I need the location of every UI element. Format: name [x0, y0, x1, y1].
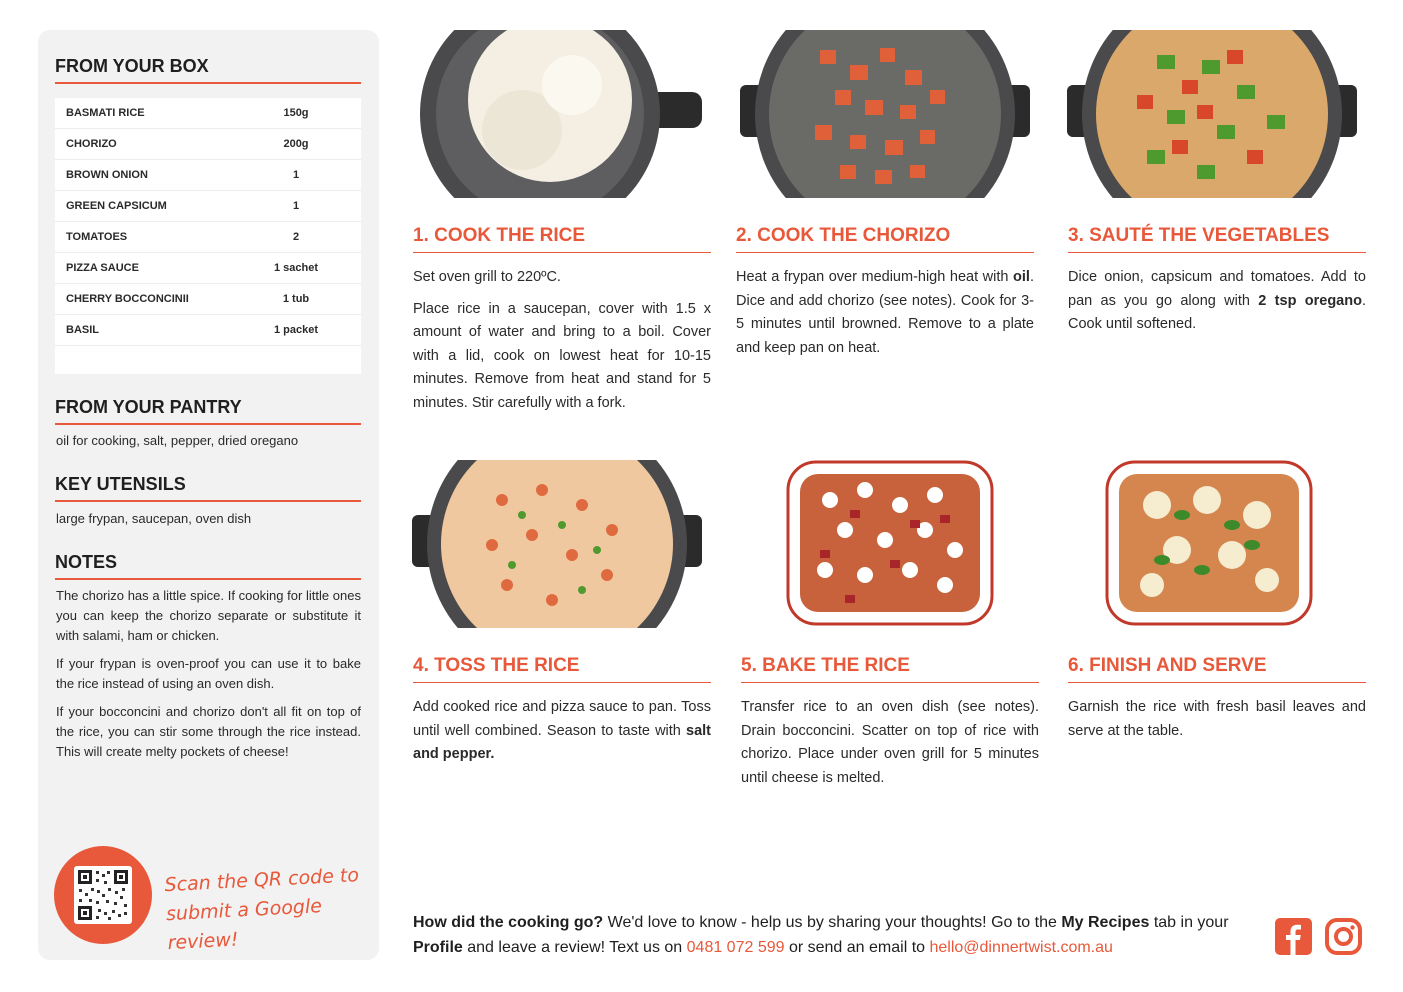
ingredient-name: BASMATI RICE	[66, 107, 145, 119]
note-item: If your frypan is oven-proof you can use it to bake the rice instead of using an oven dish.	[56, 656, 361, 691]
footer-review-text	[413, 910, 1263, 960]
ingredient-row	[55, 98, 361, 129]
step-4-body	[413, 696, 711, 775]
step-5-body	[741, 696, 1039, 798]
footer-text: and leave a review! Text us on	[462, 939, 687, 956]
phone-link[interactable]: 0481 072 599	[686, 939, 785, 956]
ingredient-qty: 1 packet	[273, 324, 319, 336]
step-2-text	[736, 266, 1034, 360]
photo-saute-vegetables	[1067, 30, 1357, 198]
ingredient-qty: 1	[292, 200, 300, 212]
step-1-title: 1. COOK THE RICE	[413, 225, 711, 253]
footer-text: We'd love to know - help us by sharing your thoughts! Go to the	[603, 914, 1062, 931]
step-3-text-part: Dice onion, capsicum and tomatoes. Add to pan as you go along with	[1068, 269, 1366, 309]
ingredient-row	[55, 253, 361, 284]
email-link[interactable]: hello@dinnertwist.com.au	[929, 939, 1113, 956]
sidebar	[38, 30, 379, 960]
photo-bake-rice	[750, 460, 1040, 628]
step-2-bold: oil	[1013, 269, 1030, 285]
footer-bold: My Recipes	[1061, 914, 1150, 931]
ingredient-row	[55, 222, 361, 253]
step-2-text-part: Heat a frypan over medium-high heat with	[736, 269, 1014, 285]
step-3-bold: 2 tsp oregano	[1258, 292, 1362, 309]
step-4-title: 4. TOSS THE RICE	[413, 655, 711, 683]
ingredient-row	[55, 191, 361, 222]
footer-text: or send an email to	[784, 939, 930, 956]
step-4-text-part: Add cooked rice and pizza sauce to pan. Toss until well combined. Season to taste with	[413, 699, 711, 739]
ingredient-name: CHERRY BOCCONCINII	[66, 293, 189, 305]
box-title: FROM YOUR BOX	[55, 56, 361, 84]
photo-finish-serve	[1067, 460, 1357, 628]
footer-text: tab in your	[1149, 914, 1229, 931]
ingredient-name: BROWN ONION	[66, 169, 148, 181]
step-6-title: 6. FINISH AND SERVE	[1068, 655, 1366, 683]
ingredient-name: BASIL	[66, 324, 99, 336]
notes-list	[56, 586, 361, 770]
footer-bold: Profile	[413, 939, 463, 956]
step-3-text-part: . Cook until softened.	[1068, 292, 1366, 332]
step-4-text	[413, 696, 711, 767]
ingredient-qty: 1 sachet	[273, 262, 319, 274]
photo-toss-rice	[412, 460, 702, 628]
ingredient-qty: 1 tub	[282, 293, 310, 305]
ingredients-table	[55, 98, 361, 374]
qr-caption	[164, 861, 368, 958]
note-item: If your bocconcini and chorizo don't all fit on top of the rice, you can stir some through the rice instead. This will create melty pockets of cheese!	[56, 704, 361, 759]
notes-title: NOTES	[55, 552, 361, 580]
ingredient-row	[55, 315, 361, 346]
ingredient-qty: 1	[292, 169, 300, 181]
instagram-icon[interactable]	[1325, 918, 1362, 955]
footer-bold: How did the cooking go?	[413, 914, 604, 931]
step-4-bold: salt and pepper.	[413, 722, 711, 762]
ingredient-qty: 200g	[283, 138, 309, 150]
step-3-text	[1068, 266, 1366, 337]
photo-cook-rice	[412, 30, 702, 198]
step-6-body	[1068, 696, 1366, 751]
ingredient-name: TOMATOES	[66, 231, 128, 243]
ingredient-qty: 150g	[283, 107, 309, 119]
step-2-body	[736, 266, 1034, 368]
step-2-title: 2. COOK THE CHORIZO	[736, 225, 1034, 253]
photo-cook-chorizo	[740, 30, 1030, 198]
step-5-text: Transfer rice to an oven dish (see notes). Drain bocconcini. Scatter on top of rice with chorizo. Place under oven grill for 5 minutes until cheese is melted.	[741, 699, 1039, 786]
step-3-body	[1068, 266, 1366, 345]
ingredient-name: GREEN CAPSICUM	[66, 200, 167, 212]
note-item: The chorizo has a little spice. If cooking for little ones you can keep the chorizo separate or substitute it with salami, ham or chicken.	[56, 588, 361, 643]
step-5-title: 5. BAKE THE RICE	[741, 655, 1039, 683]
ingredient-name: PIZZA SAUCE	[66, 262, 139, 274]
step-3-title: 3. SAUTÉ THE VEGETABLES	[1068, 225, 1366, 253]
step-2-text-part: . Dice and add chorizo (see notes). Cook for 3-5 minutes until browned. Remove to a plate and keep pan on heat.	[736, 269, 1034, 356]
qr-badge[interactable]	[54, 846, 152, 944]
utensils-title: KEY UTENSILS	[55, 474, 361, 502]
pantry-text: oil for cooking, salt, pepper, dried oregano	[56, 433, 299, 448]
ingredient-row	[55, 129, 361, 160]
step-1-text: Place rice in a saucepan, cover with 1.5 x amount of water and bring to a boil. Cover with a lid, cook on lowest heat for 10-15 minutes. Remove from heat and stand for 5 minutes. Stir carefully with a fork.	[413, 300, 711, 411]
step-1-body	[413, 266, 711, 423]
facebook-icon[interactable]	[1275, 918, 1312, 955]
ingredient-qty: 2	[292, 231, 300, 243]
step-1-text: Set oven grill to 220ºC.	[413, 269, 561, 285]
ingredient-row	[55, 284, 361, 315]
qr-caption-line: Scan the QR code to	[164, 864, 360, 897]
ingredient-row	[55, 160, 361, 191]
pantry-title: FROM YOUR PANTRY	[55, 397, 361, 425]
step-6-text: Garnish the rice with fresh basil leaves and serve at the table.	[1068, 699, 1366, 739]
qr-code-icon	[74, 866, 132, 924]
ingredient-name: CHORIZO	[66, 138, 117, 150]
qr-caption-line: submit a Google review!	[165, 895, 323, 955]
utensils-text: large frypan, saucepan, oven dish	[56, 511, 252, 526]
